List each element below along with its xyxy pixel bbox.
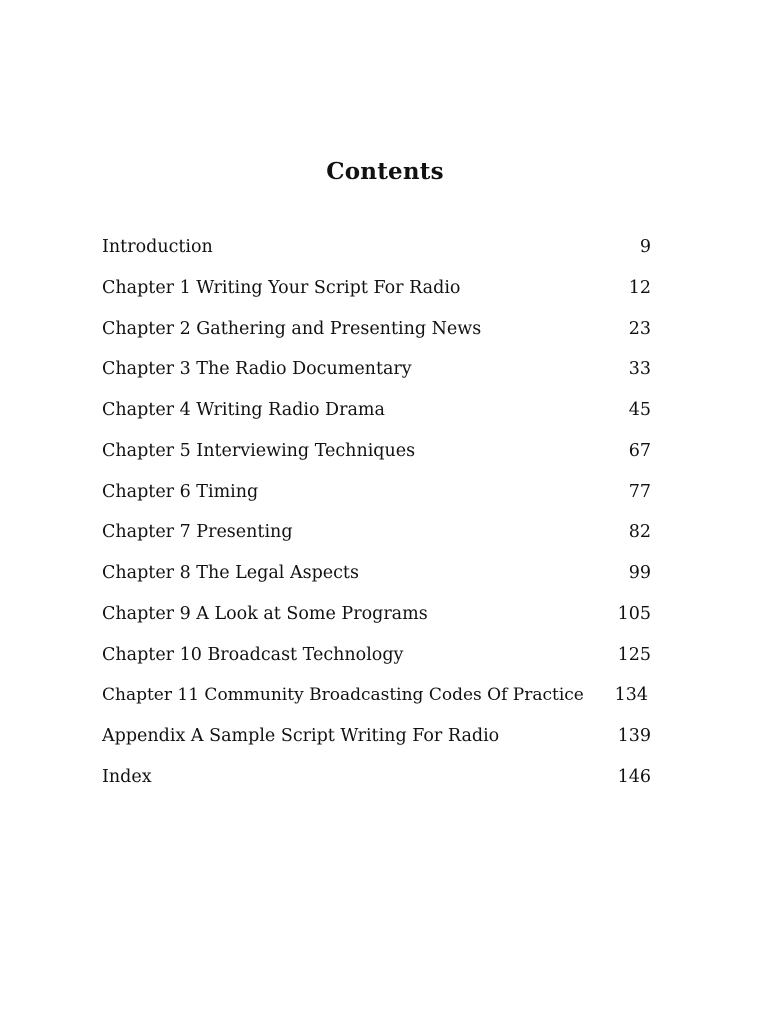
toc-entry-label: Chapter 7 Presenting <box>102 522 293 543</box>
toc-entry-page-number: 23 <box>628 318 651 339</box>
toc-entry-label: Chapter 4 Writing Radio Drama <box>102 400 385 420</box>
toc-entry-chapter-7[interactable] <box>102 517 654 558</box>
toc-entry-label: Chapter 6 Timing <box>102 481 259 502</box>
toc-entry-page-number: 139 <box>617 726 651 746</box>
toc-entry-chapter-10[interactable] <box>102 640 654 681</box>
toc-entry-page-number: 67 <box>628 440 651 461</box>
toc-entry-page-number: 99 <box>628 563 651 583</box>
toc-entry-label: Chapter 5 Interviewing Techniques <box>102 440 416 461</box>
toc-entry-label: Chapter 1 Writing Your Script For Radio <box>102 277 461 298</box>
toc-entry-page-number: 33 <box>628 359 651 380</box>
toc-entry-label: Chapter 10 Broadcast Technology <box>102 644 404 665</box>
toc-entry-label: Introduction <box>102 237 213 257</box>
toc-entry-page-number: 125 <box>617 644 651 665</box>
toc-entry-index[interactable] <box>102 762 654 803</box>
toc-entry-chapter-2[interactable] <box>102 314 654 355</box>
toc-entry-chapter-1[interactable] <box>102 273 654 314</box>
toc-entry-page-number: 146 <box>617 766 651 787</box>
table-of-contents <box>102 232 654 803</box>
toc-entry-label: Appendix A Sample Script Writing For Radio <box>102 726 500 746</box>
toc-entry-page-number: 105 <box>617 603 651 624</box>
toc-entry-label: Chapter 8 The Legal Aspects <box>102 563 359 583</box>
toc-entry-page-number: 82 <box>628 522 651 543</box>
page-title: Contents <box>326 158 444 185</box>
toc-entry-label: Index <box>102 766 152 787</box>
toc-entry-chapter-9[interactable] <box>102 599 654 640</box>
toc-entry-page-number: 134 <box>614 685 648 706</box>
toc-entry-chapter-4[interactable] <box>102 395 654 436</box>
toc-entry-page-number: 77 <box>628 481 651 502</box>
toc-entry-label: Chapter 9 A Look at Some Programs <box>102 603 428 624</box>
toc-entry-page-number: 12 <box>628 277 651 298</box>
toc-entry-appendix-a[interactable] <box>102 721 654 762</box>
toc-entry-label: Chapter 3 The Radio Documentary <box>102 359 412 380</box>
toc-entry-chapter-11[interactable] <box>102 680 654 721</box>
toc-entry-page-number: 9 <box>639 237 651 257</box>
toc-entry-chapter-3[interactable] <box>102 354 654 395</box>
toc-entry-chapter-8[interactable] <box>102 558 654 599</box>
toc-entry-introduction[interactable] <box>102 232 654 273</box>
toc-entry-label: Chapter 2 Gathering and Presenting News <box>102 318 482 339</box>
toc-entry-chapter-5[interactable] <box>102 436 654 477</box>
toc-entry-chapter-6[interactable] <box>102 477 654 518</box>
toc-entry-label: Chapter 11 Community Broadcasting Codes Of Practice <box>102 685 584 706</box>
toc-entry-page-number: 45 <box>628 400 651 420</box>
